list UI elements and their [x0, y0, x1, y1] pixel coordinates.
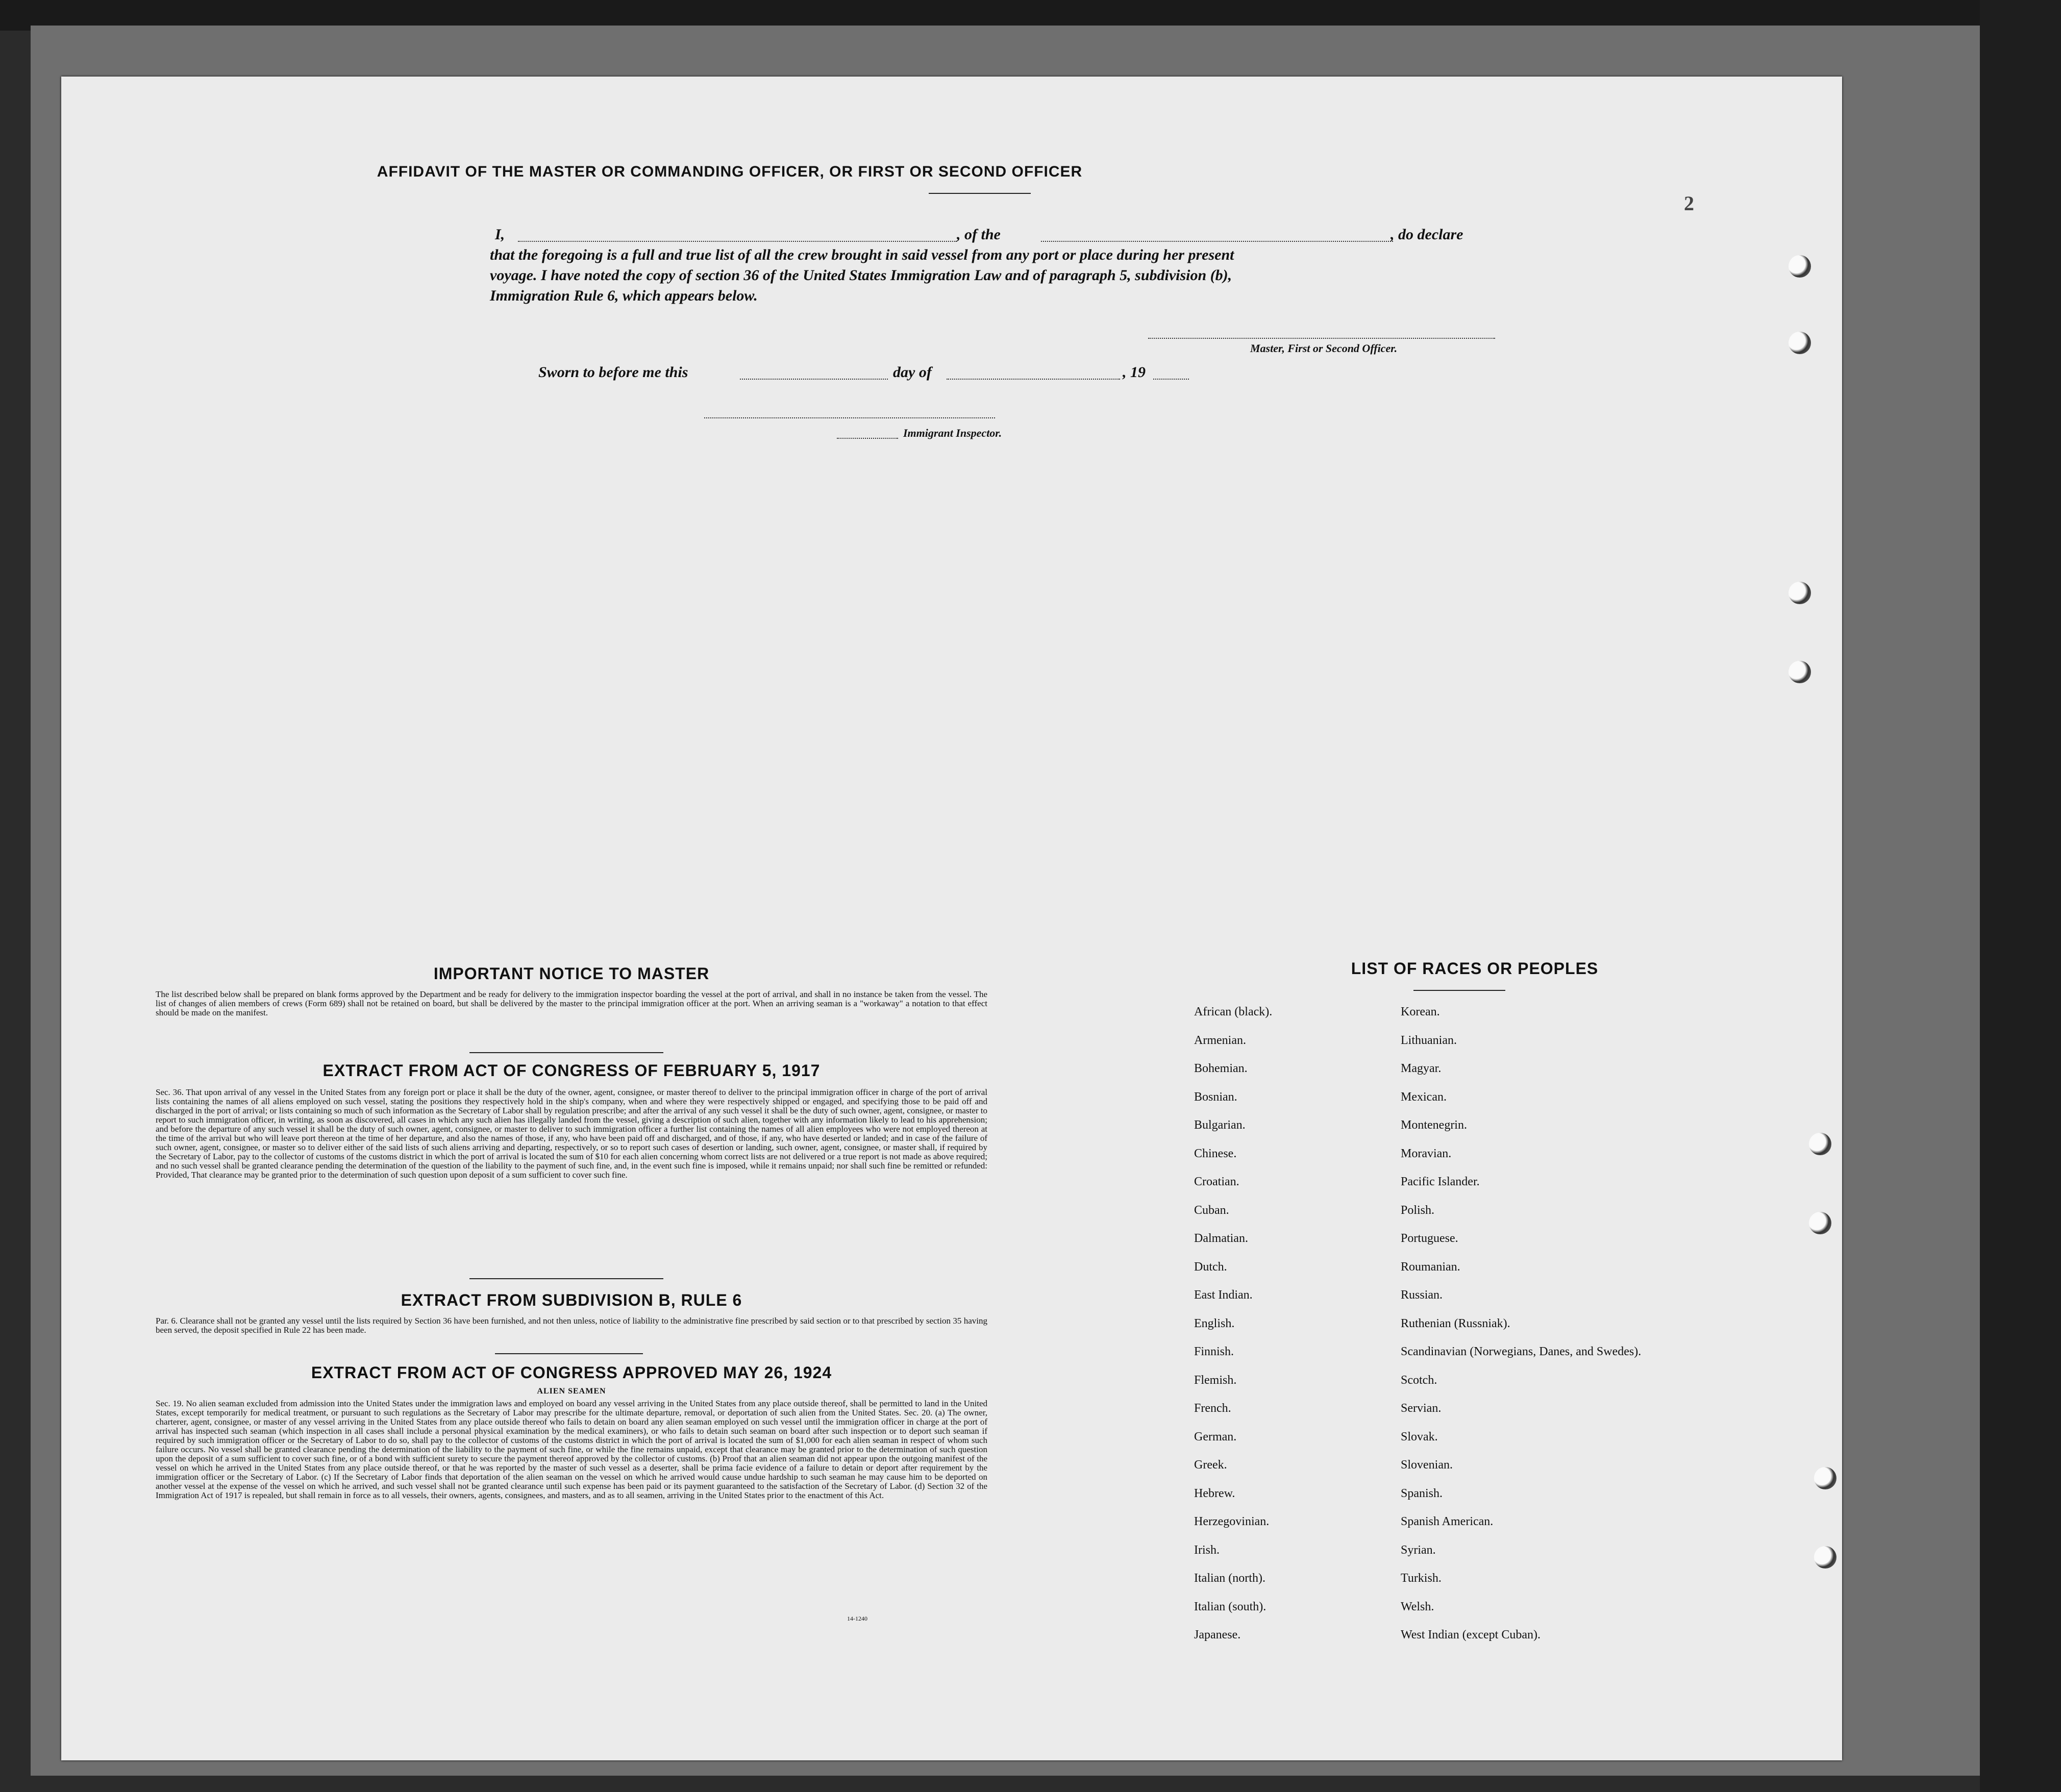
day-blank [740, 379, 888, 380]
extract-1924-subtitle: ALIEN SEAMEN [537, 1387, 606, 1396]
vessel-blank [1041, 241, 1393, 242]
binder-hole [1789, 661, 1811, 683]
race-item: Bulgarian. [1194, 1118, 1246, 1132]
extract-1917-body: Sec. 36. That upon arrival of any vessel in the United States from any foreign port or place it shall be the duty of the owner, agent, consignee, or master thereof to deliver to the principal immigration officer in charge of the port of arrival lists containing the names of all aliens employed on such vessel, stating the positions they respectively hold in the ship's company, when and where they were respectively shipped or engaged, and specifying those to be paid off and discharged in the port of arrival; or lists containing so much of such information as the Secretary of Labor shall by regulation prescribe; and after the arrival of any such vessel it shall be the duty of such owner, agent, consignee, or master to report to such immigration officer, in writing, as soon as discovered, all cases in which any such alien has illegally landed from the vessel, giving a description of such alien, together with any information likely to lead to his apprehension; and before the departure of any such vessel it shall be the duty of such owner, agent, consignee, or master to deliver to such immigration officer a further list containing the names of all alien employees who were not employed thereon at the time of the arrival but who will leave port thereon at the time of her departure, and also the names of those, if any, who have been paid off and discharged, and of those, if any, who have deserted or landed; and in case of the failure of such owner, agent, consignee, or master so to deliver either of the said lists of such aliens arriving and departing, respectively, or so to report such cases of desertion or landing, such owner, agent, consignee, or master shall, if required by the Secretary of Labor, pay to the collector of customs of the customs district in which the port of arrival is located the sum of $10 for each alien concerning whom correct lists are not delivered or a true report is not made as above required; and no such vessel shall be granted clearance pending the determination of the question of the liability to the payment of such fine, and, in the event such fine is imposed, while it remains unpaid; nor shall such fine be remitted or refunded: Provided, That clearance may be granted prior to the determination of such question upon deposit of a sum sufficient to cover such fine. [156, 1087, 987, 1180]
races-left-column [1194, 1005, 1398, 1720]
sworn-text: Sworn to before me this [538, 364, 688, 381]
binder-right-edge [1980, 0, 2061, 1792]
inspector-signature-line [704, 417, 995, 418]
race-item: Polish. [1401, 1203, 1435, 1217]
race-item: Pacific Islander. [1401, 1175, 1480, 1188]
affidavit-i: I, [495, 226, 505, 243]
affidavit-line-2: that the foregoing is a full and true list of all the crew brought in said vessel from any port or place during her present [490, 246, 1234, 263]
race-item: Chinese. [1194, 1147, 1237, 1160]
binder-hole [1814, 1546, 1836, 1569]
race-item: Herzegovinian. [1194, 1515, 1270, 1528]
race-item: Finnish. [1194, 1345, 1234, 1358]
race-item: Slovak. [1401, 1430, 1438, 1443]
race-item: Korean. [1401, 1005, 1440, 1018]
form-number: 14-1240 [847, 1615, 867, 1622]
subdivision-rule [495, 1353, 643, 1354]
races-rule [1413, 990, 1505, 991]
affidavit-line-3: voyage. I have noted the copy of section 36 of the United States Immigration Law and of paragraph 5, subdivision (b), [490, 267, 1232, 284]
race-item: Scotch. [1401, 1373, 1437, 1387]
race-item: Syrian. [1401, 1543, 1436, 1557]
year-text: , 19 [1123, 364, 1146, 381]
subdivision-body: Par. 6. Clearance shall not be granted any vessel until the lists required by Section 36 have been furnished, and not then unless, notice of liability to the administrative fine prescribed by said section or to that prescribed by section 35 having been served, the deposit specified in Rule 22 has been made. [156, 1316, 987, 1335]
affidavit-line-4: Immigration Rule 6, which appears below. [490, 287, 758, 304]
race-item: Bohemian. [1194, 1062, 1248, 1075]
race-item: Spanish American. [1401, 1515, 1494, 1528]
race-item: Montenegrin. [1401, 1118, 1467, 1132]
race-item: Italian (south). [1194, 1600, 1267, 1613]
race-item: Slovenian. [1401, 1458, 1453, 1472]
extract-1917-title: EXTRACT FROM ACT OF CONGRESS OF FEBRUARY 5, 1917 [322, 1061, 821, 1080]
title-underline [929, 193, 1031, 194]
race-item: Irish. [1194, 1543, 1220, 1557]
binder-hole [1789, 332, 1811, 354]
race-item: Roumanian. [1401, 1260, 1460, 1274]
affidavit-title: AFFIDAVIT OF THE MASTER OR COMMANDING OFFICER, OR FIRST OR SECOND OFFICER [377, 163, 1083, 180]
year-blank [1153, 379, 1189, 380]
race-item: Greek. [1194, 1458, 1227, 1472]
race-item: Magyar. [1401, 1062, 1442, 1075]
race-item: Italian (north). [1194, 1572, 1265, 1585]
race-item: Moravian. [1401, 1147, 1452, 1160]
binder-hole [1789, 255, 1811, 278]
master-label: Master, First or Second Officer. [1250, 342, 1398, 355]
race-item: Flemish. [1194, 1373, 1237, 1387]
affidavit-declare: , do declare [1390, 226, 1463, 243]
races-right-column [1401, 1005, 1676, 1720]
race-item: Mexican. [1401, 1090, 1447, 1104]
inspector-short-line [837, 438, 898, 439]
race-item: Dalmatian. [1194, 1232, 1248, 1245]
race-item: Hebrew. [1194, 1486, 1235, 1500]
notice-title: IMPORTANT NOTICE TO MASTER [433, 964, 710, 983]
master-signature-line [1148, 338, 1495, 339]
binder-hole [1789, 582, 1811, 604]
day-of-text: day of [893, 364, 932, 381]
notice-rule [469, 1052, 663, 1053]
race-item: Cuban. [1194, 1203, 1229, 1217]
race-item: English. [1194, 1316, 1235, 1330]
page-number: 2 [1684, 192, 1696, 215]
race-item: East Indian. [1194, 1288, 1253, 1302]
race-item: Japanese. [1194, 1628, 1241, 1641]
name-blank [518, 241, 957, 242]
race-item: Welsh. [1401, 1600, 1434, 1613]
races-title: LIST OF RACES OR PEOPLES [1351, 959, 1599, 978]
race-item: Croatian. [1194, 1175, 1239, 1188]
race-item: Turkish. [1401, 1572, 1442, 1585]
inspector-label: Immigrant Inspector. [903, 427, 1002, 439]
subdivision-title: EXTRACT FROM SUBDIVISION B, RULE 6 [401, 1291, 742, 1309]
race-item: Portuguese. [1401, 1232, 1458, 1245]
race-item: Russian. [1401, 1288, 1443, 1302]
document-page [61, 77, 1842, 1760]
race-item: Armenian. [1194, 1033, 1246, 1047]
month-blank [947, 379, 1120, 380]
race-item: Scandinavian (Norwegians, Danes, and Swedes). [1401, 1345, 1642, 1358]
race-item: Spanish. [1401, 1486, 1443, 1500]
race-item: West Indian (except Cuban). [1401, 1628, 1541, 1641]
binder-hole [1809, 1212, 1831, 1234]
affidavit-of-the: , of the [957, 226, 1001, 243]
extract-1924-body: Sec. 19. No alien seaman excluded from admission into the United States under the immigration laws and employed on board any vessel arriving in the United States from any place outside thereof, shall be permitted to land in the United States, except temporarily for medical treatment, or pursuant to such regulations as the Secretary of Labor may prescribe for the ultimate departure, removal, or deportation of such alien from the United States. Sec. 20. (a) The owner, charterer, agent, consignee, or master of any vessel arriving in the United States from any place outside thereof who fails to detain on board any alien seaman employed on such vessel until the immigration officer in charge at the port of arrival has inspected such seaman (which inspection in all cases shall include a personal physical examination by the medical examiners), or who fails to detain such seaman on board after such inspection or to deport such seaman if required by such immigration officer or the Secretary of Labor to do so, shall pay to the collector of customs of the customs district in which the port of arrival is located the sum of $1,000 for each alien seaman in respect of whom such failure occurs. No vessel shall be granted clearance pending the determination of the liability to the payment of such fine, or while the fine remains unpaid, except that clearance may be granted prior to the determination of such question upon the deposit of a sum sufficient to cover such fine, or of a bond with sufficient surety to secure the payment thereof approved by the collector of customs. (b) Proof that an alien seaman did not appear upon the outgoing manifest of the vessel on which he arrived in the United States from any place outside thereof, or that he was reported by the master of such vessel as a deserter, shall be prima facie evidence of a failure to detain or deport after requirement by the immigration officer or the Secretary of Labor. (c) If the Secretary of Labor finds that deportation of the alien seaman on the vessel on which he arrived would cause undue hardship to such seaman he may cause him to be deported on another vessel at the expense of the vessel on which he arrived, and such vessel shall not be granted clearance until such expense has been paid or its payment guaranteed to the satisfaction of the Secretary of Labor. (d) Section 32 of the Immigration Act of 1917 is repealed, but shall remain in force as to all vessels, their owners, agents, consignees, and masters, and as to all seamen, arriving in the United States prior to the enactment of this Act. [156, 1399, 987, 1500]
race-item: Lithuanian. [1401, 1033, 1457, 1047]
binder-hole [1809, 1133, 1831, 1155]
race-item: African (black). [1194, 1005, 1273, 1018]
race-item: Bosnian. [1194, 1090, 1237, 1104]
notice-body: The list described below shall be prepared on blank forms approved by the Department and be ready for delivery to the immigration inspector boarding the vessel at the port of arrival, and shall in no instance be taken from the vessel. The list of changes of alien members of crews (Form 689) shall not be retained on board, but shall be delivered by the master to the principal immigration officer at the port. When an arriving seaman is a "workaway" a notation to that effect should be made on the manifest. [156, 989, 987, 1017]
race-item: German. [1194, 1430, 1237, 1443]
race-item: Servian. [1401, 1402, 1442, 1415]
race-item: Ruthenian (Russniak). [1401, 1316, 1510, 1330]
race-item: Dutch. [1194, 1260, 1227, 1274]
race-item: French. [1194, 1402, 1231, 1415]
binder-hole [1814, 1467, 1836, 1489]
extract-1917-rule [469, 1278, 663, 1279]
extract-1924-title: EXTRACT FROM ACT OF CONGRESS APPROVED MAY 26, 1924 [311, 1363, 832, 1382]
